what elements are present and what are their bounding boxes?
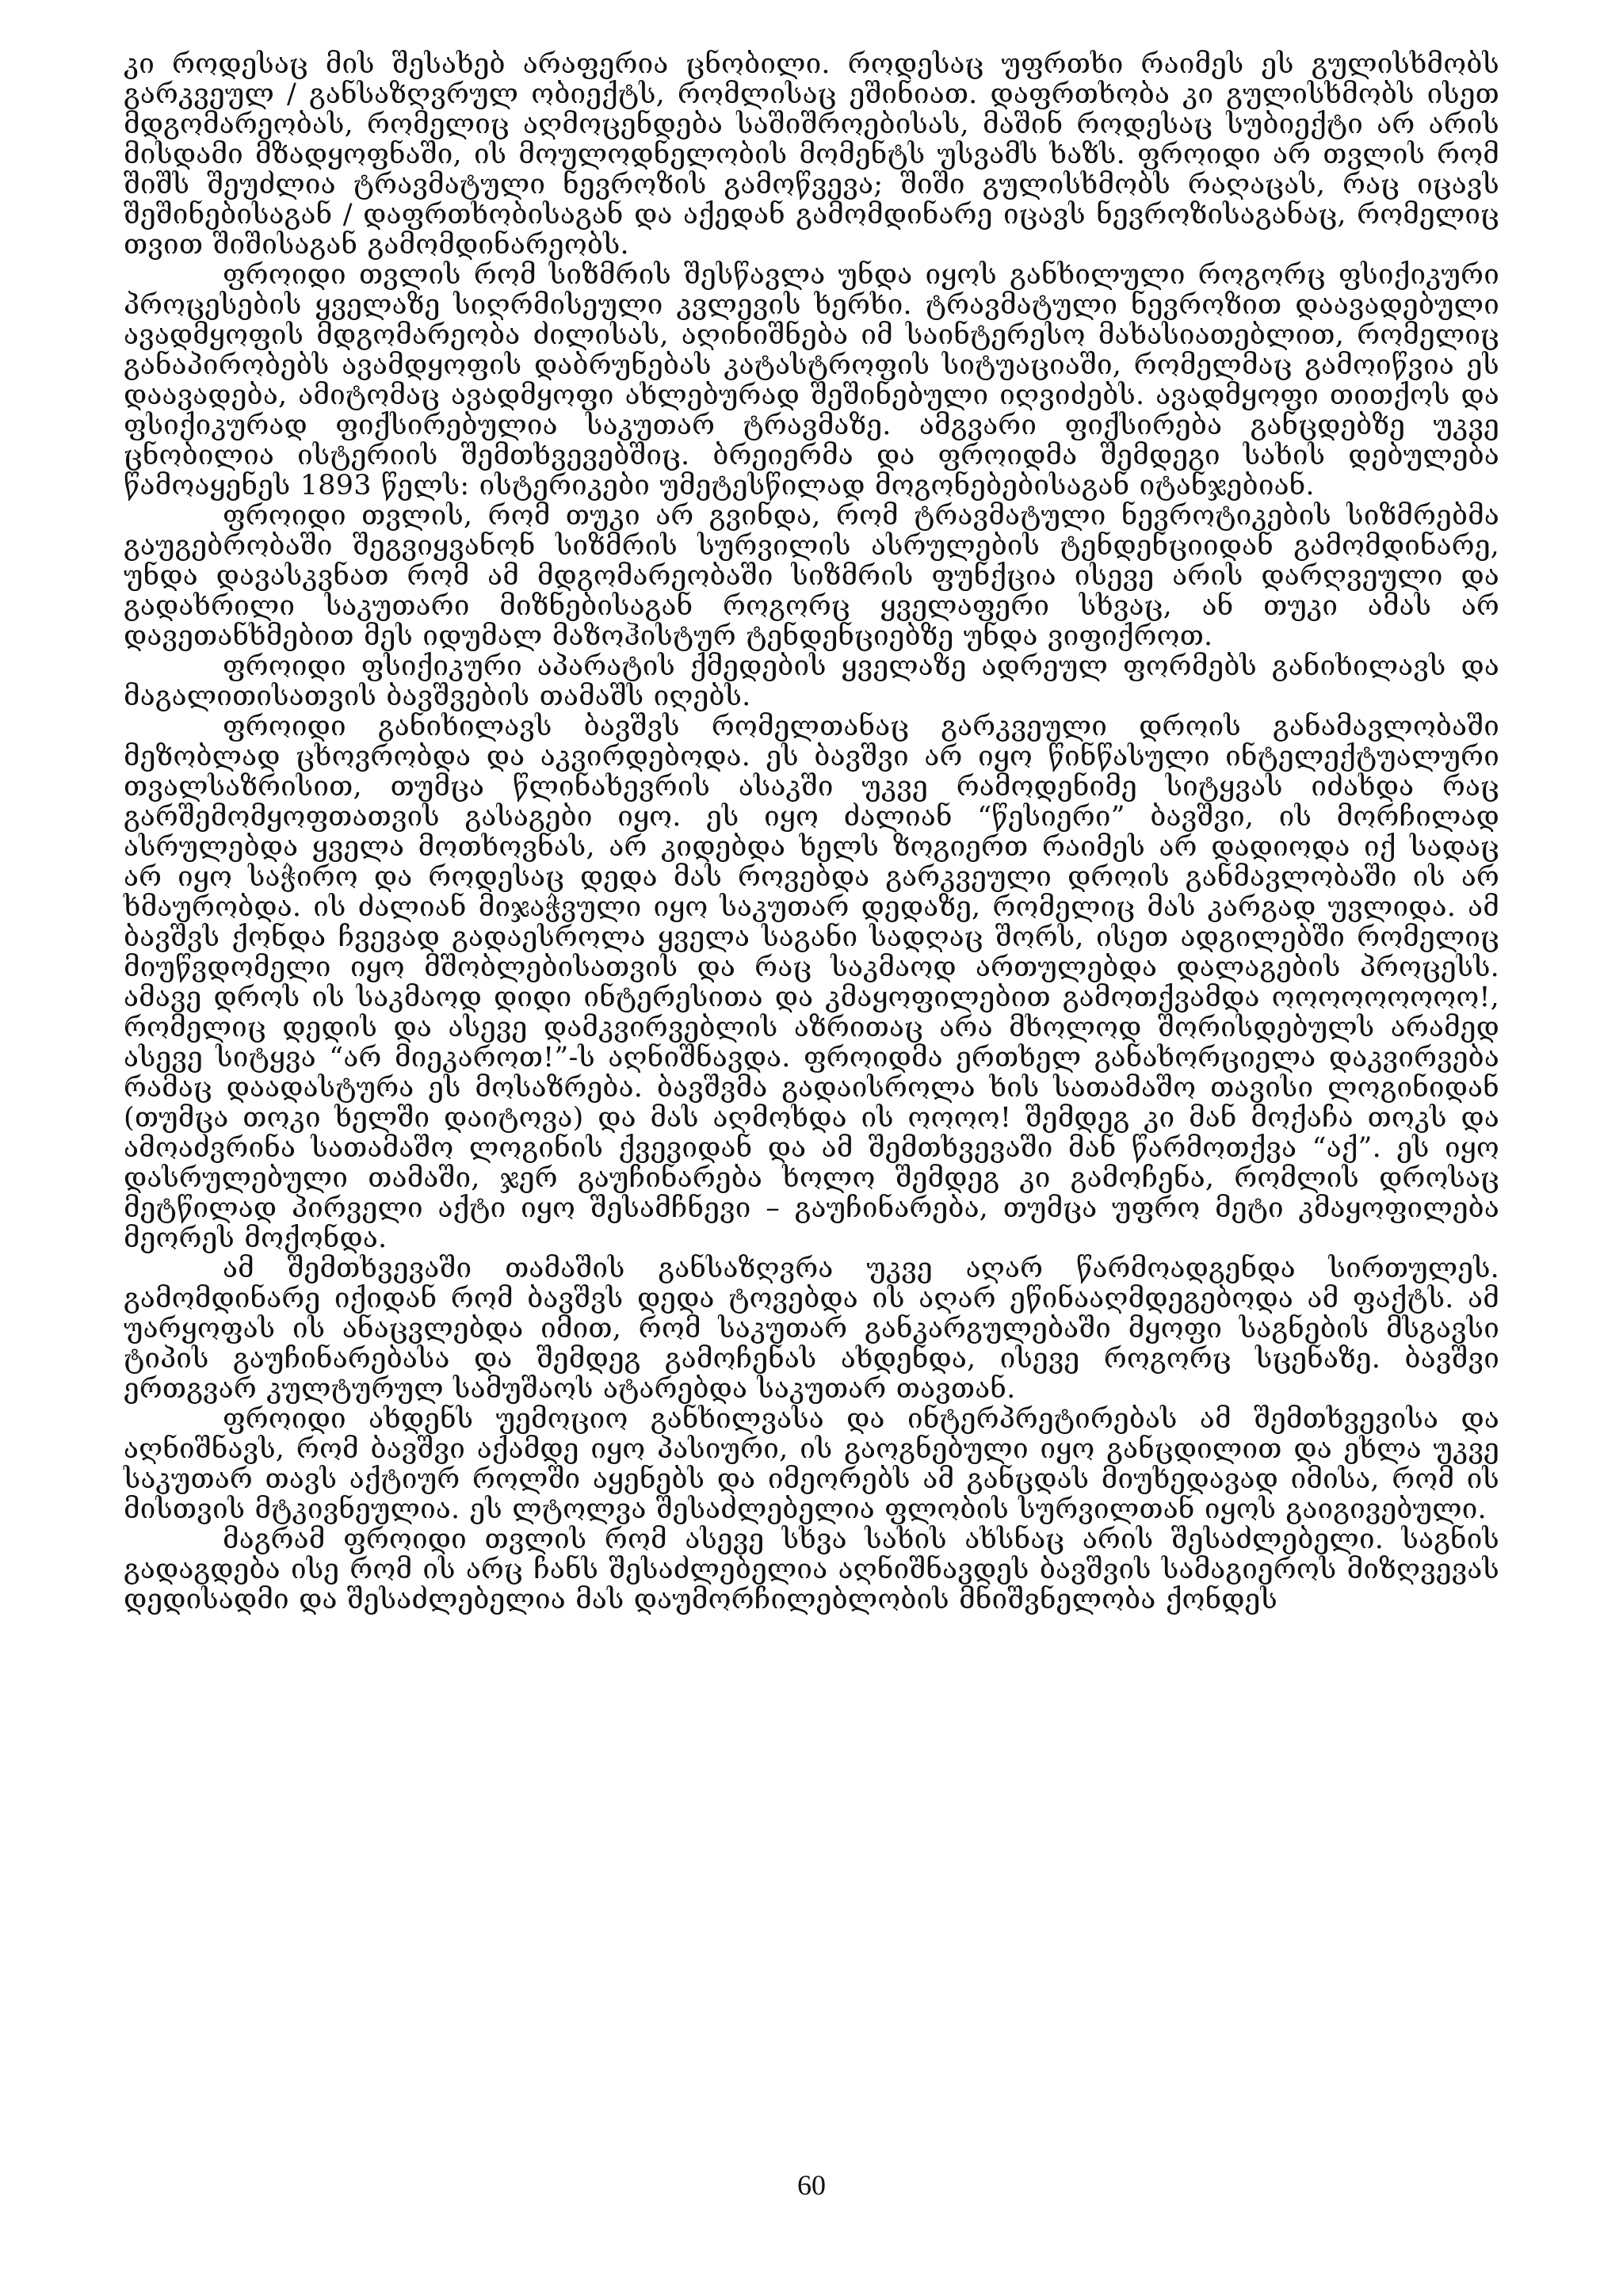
paragraph-1: კი როდესაც მის შესახებ არაფერია ცნობილი. როდესაც უფრთხი რაიმეს ეს გულისხმობს გარკვეულ / განსაზღვრულ ობიექტს, რომლისაც ეშინიათ. დაფრთხობა კი გულისხმობს ისეთ მდგომარეობას, რომელიც აღმოცენდება საშიშროებისას, მაშინ როდესაც სუბიექტი არ არის მისდამი მზადყოფნაში, ის მოულოდნელობის მომენტს უსვამს ხაზს. ფროიდი არ თვლის რომ შიშს შეუძლია ტრავმატული ნევროზის გამოწვევა; შიში გულისხმობს რაღაცას, რაც იცავს შეშინებისაგან / დაფრთხობისაგან და აქედან გამომდინარე იცავს ნევროზისაგანაც, რომელიც თვით შიშისაგან გამომდინარეობს. [124,48,1499,261]
paragraph-7: ფროიდი ახდენს უემოციო განხილვასა და ინტერპრეტირებას ამ შემთხვევისა და აღნიშნავს, რომ ბავშვი აქამდე იყო პასიური, ის გაოგნებული იყო განცდილით და ეხლა უკვე საკუთარ თავს აქტიურ როლში აყენებს და იმეორებს ამ განცდას მიუხედავად იმისა, რომ ის მისთვის მტკივნეულია. ეს ლტოლვა შესაძლებელია ფლობის სურვილთან იყოს გაიგივებული. [124,1403,1499,1525]
paragraph-2: ფროიდი თვლის რომ სიზმრის შესწავლა უნდა იყოს განხილული როგორც ფსიქიკური პროცესების ყველაზე სიღრმისეული კვლევის ხერხი. ტრავმატული ნევროზით დაავადებული ავადმყოფის მდგომარეობა ძილისას, აღინიშნება იმ საინტერესო მახასიათებლით, რომელიც განაპირობებს ავამდყოფის დაბრუნებას კატასტროფის სიტუაციაში, რომელმაც გამოიწვია ეს დაავადება, ამიტომაც ავადმყოფი ახლებურად შეშინებული იღვიძებს. ავადმყოფი თითქოს და ფსიქიკურად ფიქსირებულია საკუთარ ტრავმაზე. ამგვარი ფიქსირება განცდებზე უკვე ცნობილია ისტერიის შემთხვევებშიც. ბრეიერმა და ფროიდმა შემდეგი სახის დებულება წამოაყენეს 1893 წელს: ისტერიკები უმეტესწილად მოგონებებისაგან იტანჯებიან. [124,259,1499,502]
page-number: 60 [797,2169,826,2201]
paragraph-5: ფროიდი განიხილავს ბავშვს რომელთანაც გარკვეული დროის განამავლობაში მეზობლად ცხოვრობდა და აკვირდებოდა. ეს ბავშვი არ იყო წინწასული ინტელექტუალური თვალსაზრისით, თუმცა წლინახევრის ასაკში უკვე რამოდენიმე სიტყვას იძახდა რაც გარშემომყოფთათვის გასაგები იყო. ეს იყო ძალიან “წესიერი” ბავშვი, ის მორჩილად ასრულებდა ყველა მოთხოვნას, არ კიდებდა ხელს ზოგიერთ რაიმეს არ დადიოდა იქ სადაც არ იყო საჭირო და როდესაც დედა მას როვებდა გარკვეული დროის განმავლობაში ის არ ხმაურობდა. ის ძალიან მიჯაჭვული იყო საკუთარ დედაზე, რომელიც მას კარგად უვლიდა. ამ ბავშვს ქონდა ჩვევად გადაესროლა ყველა საგანი სადღაც შორს, ისეთ ადგილებში რომელიც მიუწვდომელი იყო მშობლებისათვის და რაც საკმაოდ ართულებდა დალაგების პროცესს. ამავე დროს ის საკმაოდ დიდი ინტერესითა და კმაყოფილებით გამოთქვამდა ოოოოოოოოო!, რომელიც დედის და ასევე დამკვირვებლის აზრითაც არა მხოლოდ შორისდებულს არამედ ასევე სიტყვა “არ მიეკაროთ!”-ს აღნიშნავდა. ფროიდმა ერთხელ განახორციელა დაკვირვება რამაც დაადასტურა ეს მოსაზრება. ბავშვმა გადაისროლა ხის სათამაშო თავისი ლოგინიდან (თუმცა თოკი ხელში დაიტოვა) და მას აღმოხდა ის ოოოო! შემდეგ კი მან მოქაჩა თოკს და ამოაძვრინა სათამაშო ლოგინის ქვევიდან და ამ შემთხვევაში მან წარმოთქვა “აქ”. ეს იყო დასრულებული თამაში, ჯერ გაუჩინარება ხოლო შემდეგ კი გამოჩენა, რომლის დროსაც მეტწილად პირველი აქტი იყო შესამჩნევი – გაუჩინარება, თუმცა უფრო მეტი კმაყოფილება მეორეს მოქონდა. [124,711,1499,1254]
paragraph-8: მაგრამ ფროიდი თვლის რომ ასევე სხვა სახის ახსნაც არის შესაძლებელი. საგნის გადაგდება ისე რომ ის არც ჩანს შესაძლებელია აღნიშნავდეს ბავშვის სამაგიეროს მიზღვევას დედისადმი და შესაძლებელია მას დაუმორჩილებლობის მნიშვნელობა ქონდეს [124,1524,1499,1615]
paragraph-4: ფროიდი ფსიქიკური აპარატის ქმედების ყველაზე ადრეულ ფორმებს განიხილავს და მაგალითისათვის ბავშვების თამაშს იღებს. [124,650,1499,712]
document-page [124,49,1499,1615]
paragraph-3: ფროიდი თვლის, რომ თუკი არ გვინდა, რომ ტრავმატული ნევროტიკების სიზმრებმა გაუგებრობაში შეგვიყვანონ სიზმრის სურვილის ასრულების ტენდენციიდან გამომდინარე, უნდა დავასკვნათ რომ ამ მდგომარეობაში სიზმრის ფუნქცია ისევე არის დარღვეული და გადახრილი საკუთარი მიზნებისაგან როგორც ყველაფერი სხვაც, ან თუკი ამას არ დავეთანხმებით მეს იდუმალ მაზოჰისტურ ტენდენციებზე უნდა ვიფიქროთ. [124,500,1499,652]
paragraph-6: ამ შემთხვევაში თამაშის განსაზღვრა უკვე აღარ წარმოადგენდა სირთულეს. გამომდინარე იქიდან რომ ბავშვს დედა ტოვებდა ის აღარ ეწინააღმდეგებოდა ამ ფაქტს. ამ უარყოფას ის ანაცვლებდა იმით, რომ საკუთარ განკარგულებაში მყოფი საგნების მსგავსი ტიპის გაუჩინარებასა და შემდეგ გამოჩენას ახდენდა, ისევე როგორც სცენაზე. ბავშვი ერთგვარ კულტურულ სამუშაოს ატარებდა საკუთარ თავთან. [124,1253,1499,1405]
